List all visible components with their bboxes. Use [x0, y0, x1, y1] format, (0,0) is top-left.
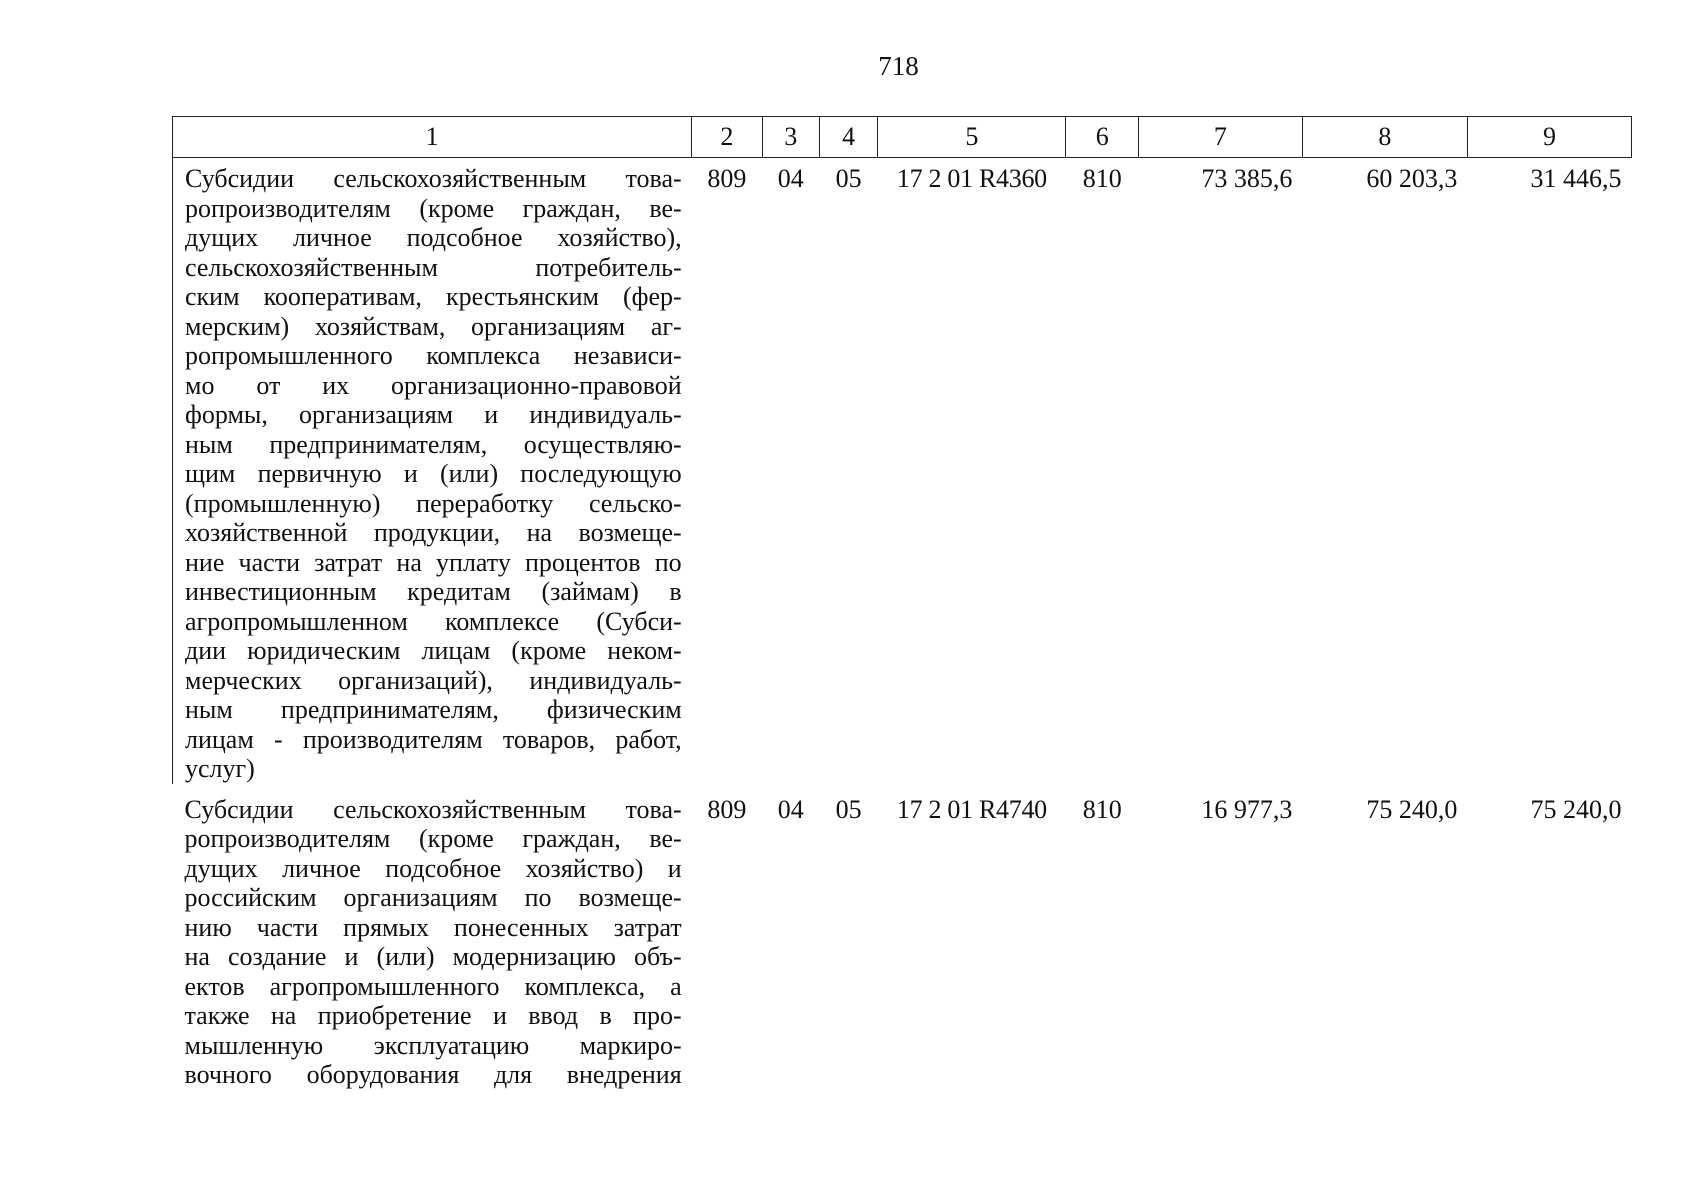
ministry-code-cell: 809: [707, 164, 747, 193]
description-line: мерческих организаций), индивидуаль-: [185, 665, 682, 695]
description-line: агропромышленном комплексе (Субси-: [185, 606, 682, 636]
subsection-code-cell: 05: [835, 164, 862, 193]
amount-col8-cell: 75 240,0: [1366, 794, 1458, 824]
column-header-4: 4: [819, 117, 877, 158]
expense-type-cell: 810: [1082, 794, 1122, 824]
description-line: Субсидии сельскохозяйственным това-: [185, 164, 682, 193]
description-line: услуг): [185, 754, 255, 783]
description-line: ние части затрат на уплату процентов по: [185, 547, 682, 577]
row-description: [173, 158, 692, 784]
description-line: дущих личное подсобное хозяйство),: [185, 223, 682, 252]
section-code-cell: 04: [777, 164, 804, 193]
description-line: (промышленную) переработку сельско-: [185, 488, 682, 518]
amount-col7-cell: 73 385,6: [1201, 164, 1293, 193]
description-line: дии юридическим лицам (кроме неком-: [185, 636, 682, 665]
expense-type-cell: 810: [1082, 164, 1122, 193]
column-header-3: 3: [762, 117, 819, 158]
column-header-5: 5: [878, 117, 1066, 158]
description-line: нию части прямых понесенных затрат: [184, 912, 682, 942]
amount-col8-cell: 60 203,3: [1366, 164, 1458, 193]
target-article-cell: 17 2 01 R4360: [896, 164, 1047, 193]
description-line: мышленную эксплуатацию маркиро-: [184, 1030, 682, 1060]
table-header-row: [173, 117, 1632, 158]
budget-table: [172, 116, 1632, 1094]
description-line: на создание и (или) модернизацию объ-: [184, 942, 682, 971]
column-header-7: 7: [1138, 117, 1302, 158]
description-line: также на приобретение и ввод в про-: [184, 1001, 682, 1030]
description-line: мо от их организационно-правовой: [185, 370, 682, 400]
column-header-6: 6: [1066, 117, 1138, 158]
column-header-9: 9: [1467, 117, 1631, 158]
description-line: щим первичную и (или) последующую: [185, 459, 682, 488]
description-line: ропроизводителям (кроме граждан, ве-: [184, 824, 682, 853]
table-row: [173, 158, 1632, 784]
column-header-2: 2: [692, 117, 762, 158]
description-line: ропроизводителям (кроме граждан, ве-: [185, 193, 682, 223]
description-line: дущих личное подсобное хозяйство) и: [184, 853, 682, 883]
subsection-code-cell: 05: [835, 794, 862, 824]
amount-col9-cell: 75 240,0: [1530, 794, 1622, 824]
description-line: мерским) хозяйствам, организациям аг-: [185, 311, 682, 341]
column-header-1: 1: [173, 117, 692, 158]
description-line: ропромышленного комплекса независи-: [185, 341, 682, 370]
description-line: ектов агропромышленного комплекса, а: [184, 971, 682, 1001]
description-line: ным предпринимателям, физическим: [185, 695, 682, 724]
amount-col7-cell: 16 977,3: [1201, 794, 1293, 824]
description-line: вочного оборудования для внедрения: [184, 1060, 682, 1089]
target-article-cell: 17 2 01 R4740: [896, 794, 1047, 824]
description-line: ским кооперативам, крестьянским (фер-: [185, 282, 682, 311]
row-description: [173, 784, 692, 1094]
amount-col9-cell: 31 446,5: [1530, 164, 1622, 193]
description-line: ным предпринимателям, осуществляю-: [185, 429, 682, 459]
description-line: формы, организациям и индивидуаль-: [185, 400, 682, 429]
description-line: сельскохозяйственным потребитель-: [185, 252, 682, 282]
description-line: лицам - производителям товаров, работ,: [185, 724, 682, 754]
ministry-code-cell: 809: [707, 794, 747, 824]
page-number: 718: [878, 51, 919, 81]
description-line: хозяйственной продукции, на возмеще-: [185, 518, 682, 547]
column-header-8: 8: [1302, 117, 1467, 158]
section-code-cell: 04: [777, 794, 804, 824]
description-line: инвестиционным кредитам (займам) в: [185, 577, 682, 606]
description-line: Субсидии сельскохозяйственным това-: [184, 794, 682, 824]
description-line: российским организациям по возмеще-: [184, 883, 682, 912]
table-row: [173, 784, 1632, 1094]
